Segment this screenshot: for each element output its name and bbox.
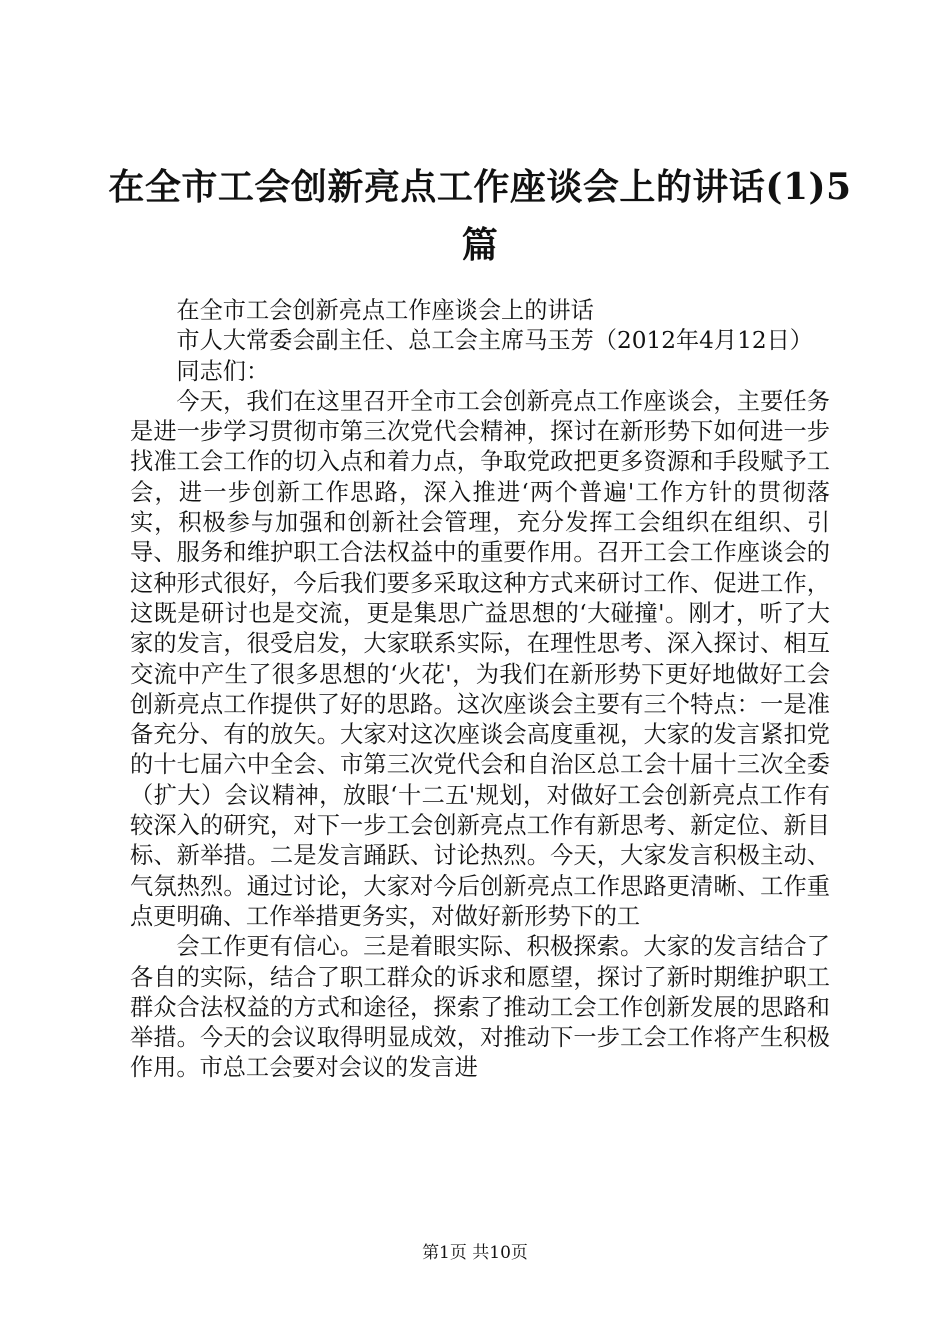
- document-title: 在全市工会创新亮点工作座谈会上的讲话(1)5篇: [108, 166, 852, 266]
- body-paragraph: 今天，我们在这里召开全市工会创新亮点工作座谈会，主要任务是进一步学习贯彻市第三次党代会精神，探讨在新形势下如何进一步找准工会工作的切入点和着力点，争取党政把更多资源和手段赋予工会，进一步创新工作思路，深入推进‘两个普遍'工作方针的贯彻落实，积极参与加强和创新社会管理，充分发挥工会组织在组织、引导、服务和维护职工合法权益中的重要作用。召开工会工作座谈会的这种形式很好，今后我们要多采取这种方式来研讨工作、促进工作，这既是研讨也是交流，更是集思广益思想的‘大碰撞'。刚才，听了大家的发言，很受启发，大家联系实际，在理性思考、深入探讨、相互交流中产生了很多思想的‘火花'，为我们在新形势下更好地做好工会创新亮点工作提供了好的思路。这次座谈会主要有三个特点：一是准备充分、有的放矢。大家对这次座谈会高度重视，大家的发言紧扣党的十七届六中全会、市第三次党代会和自治区总工会十届十三次全委（扩大）会议精神，放眼‘十二五'规划，对做好工会创新亮点工作有较深入的研究，对下一步工会创新亮点工作有新思考、新定位、新目标、新举措。二是发言踊跃、讨论热烈。今天，大家发言积极主动、气氛热烈。通过讨论，大家对今后创新亮点工作思路更清晰、工作重点更明确、工作举措更务实，对做好新形势下的工: [130, 387, 830, 930]
- body-paragraph: 会工作更有信心。三是着眼实际、积极探索。大家的发言结合了各自的实际，结合了职工群众的诉求和愿望，探讨了新时期维护职工群众合法权益的方式和途径，探索了推动工会工作创新发展的思路和举措。今天的会议取得明显成效，对推动下一步工会工作将产生积极作用。市总工会要对会议的发言进: [130, 933, 830, 1082]
- page-number-footer: 第1页 共10页: [422, 1243, 528, 1263]
- speaker-line: 市人大常委会副主任、总工会主席马玉芳（2012年4月12日）: [176, 327, 813, 355]
- salutation-line: 同志们：: [176, 357, 270, 385]
- document-body: [130, 296, 830, 1084]
- speech-title-line: 在全市工会创新亮点工作座谈会上的讲话: [176, 297, 594, 324]
